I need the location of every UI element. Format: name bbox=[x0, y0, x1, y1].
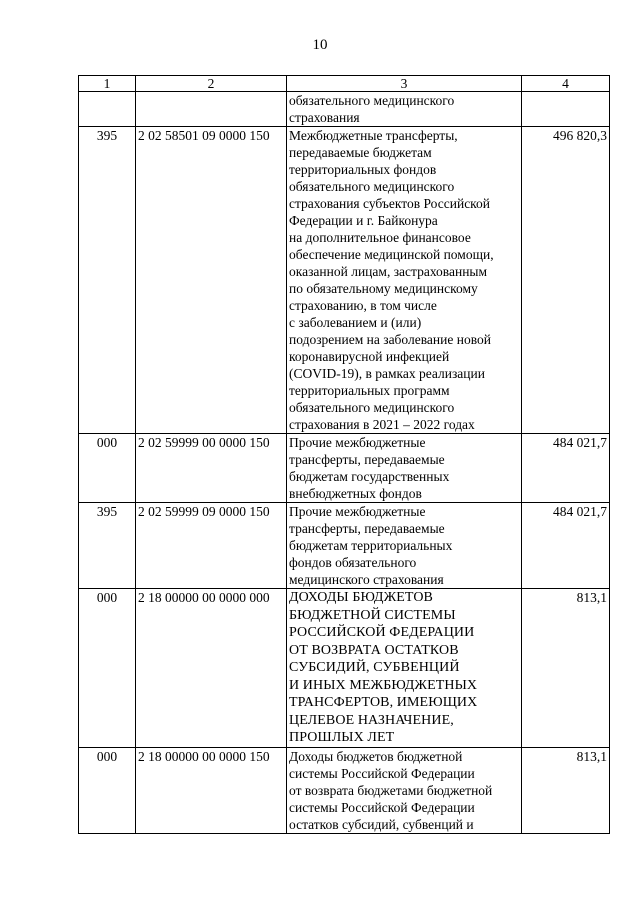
revenue-name-line: территориальных программ bbox=[289, 383, 450, 398]
table-header bbox=[79, 76, 610, 92]
revenue-name-line: страхования bbox=[289, 110, 360, 125]
budget-code-cell: 2 02 59999 00 0000 150 bbox=[136, 434, 287, 503]
table-body bbox=[79, 92, 610, 834]
revenue-name-line: бюджетам территориальных bbox=[289, 538, 453, 553]
budget-revenue-table bbox=[78, 75, 610, 834]
revenue-name-line: подозрением на заболевание новой bbox=[289, 332, 491, 347]
table-row bbox=[79, 747, 610, 833]
header-col-3: 3 bbox=[287, 76, 522, 92]
budget-code-cell: 2 18 00000 00 0000 000 bbox=[136, 589, 287, 748]
table-row bbox=[79, 127, 610, 434]
revenue-name-line: ОТ ВОЗВРАТА ОСТАТКОВ bbox=[289, 642, 459, 658]
revenue-name-line: Федерации и г. Байконура bbox=[289, 213, 438, 228]
revenue-name-cell bbox=[287, 589, 522, 748]
header-col-4: 4 bbox=[522, 76, 610, 92]
revenue-name-line: обязательного медицинского bbox=[289, 93, 455, 108]
admin-code-cell: 000 bbox=[79, 434, 136, 503]
admin-code-cell: 000 bbox=[79, 589, 136, 748]
revenue-name-line: медицинского страхования bbox=[289, 572, 444, 587]
revenue-name-line: передаваемые бюджетам bbox=[289, 145, 432, 160]
revenue-name-line: на дополнительное финансовое bbox=[289, 230, 471, 245]
header-row bbox=[79, 76, 610, 92]
revenue-name-line: с заболеванием и (или) bbox=[289, 315, 422, 330]
revenue-name-line: РОССИЙСКОЙ ФЕДЕРАЦИИ bbox=[289, 625, 475, 640]
revenue-name-line: остатков субсидий, субвенций и bbox=[289, 816, 474, 832]
revenue-name-line: Прочие межбюджетные bbox=[289, 435, 426, 450]
revenue-name-line: трансферты, передаваемые bbox=[289, 521, 445, 536]
revenue-name-line: трансферты, передаваемые bbox=[289, 452, 445, 467]
budget-code-cell: 2 02 58501 09 0000 150 bbox=[136, 127, 287, 434]
revenue-name-line: фондов обязательного bbox=[289, 555, 417, 570]
header-col-1: 1 bbox=[79, 76, 136, 92]
revenue-name-line: Межбюджетные трансферты, bbox=[289, 128, 458, 143]
revenue-name-line: обязательного медицинского bbox=[289, 179, 455, 194]
revenue-name-line: ПРОШЛЫХ ЛЕТ bbox=[289, 730, 395, 745]
revenue-name-line: (COVID-19), в рамках реализации bbox=[289, 366, 485, 381]
revenue-name-line: от возврата бюджетами бюджетной bbox=[289, 782, 493, 798]
revenue-name-line: страхования в 2021 – 2022 годах bbox=[289, 417, 475, 432]
admin-code-cell: 395 bbox=[79, 503, 136, 589]
revenue-name-line: ЦЕЛЕВОЕ НАЗНАЧЕНИЕ, bbox=[289, 712, 454, 728]
revenue-name-line: системы Российской Федерации bbox=[289, 765, 475, 781]
revenue-name-line: оказанной лицам, застрахованным bbox=[289, 264, 488, 279]
table-row bbox=[79, 92, 610, 127]
budget-code-cell: 2 18 00000 00 0000 150 bbox=[136, 747, 287, 833]
budget-code-cell: 2 02 59999 09 0000 150 bbox=[136, 503, 287, 589]
revenue-name-line: БЮДЖЕТНОЙ СИСТЕМЫ bbox=[289, 607, 456, 623]
admin-code-cell: 395 bbox=[79, 127, 136, 434]
revenue-name-line: внебюджетных фондов bbox=[289, 486, 422, 501]
revenue-name-line: Прочие межбюджетные bbox=[289, 504, 426, 519]
admin-code-cell: 000 bbox=[79, 747, 136, 833]
page-number: 10 bbox=[312, 37, 328, 53]
revenue-name-line: бюджетам государственных bbox=[289, 469, 450, 484]
revenue-name-line: СУБСИДИЙ, СУБВЕНЦИЙ bbox=[289, 660, 460, 675]
amount-cell: 496 820,3 bbox=[522, 127, 610, 434]
revenue-name-cell bbox=[287, 127, 522, 434]
revenue-name-cell bbox=[287, 747, 522, 833]
revenue-name-line: территориальных фондов bbox=[289, 162, 437, 177]
admin-code-cell bbox=[79, 92, 136, 127]
table-row bbox=[79, 434, 610, 503]
revenue-name-cell bbox=[287, 434, 522, 503]
amount-cell: 484 021,7 bbox=[522, 434, 610, 503]
revenue-name-line: ТРАНСФЕРТОВ, ИМЕЮЩИХ bbox=[289, 695, 478, 710]
revenue-name-line: коронавирусной инфекцией bbox=[289, 349, 450, 364]
amount-cell: 813,1 bbox=[522, 747, 610, 833]
revenue-name-line: страхования субъектов Российской bbox=[289, 196, 491, 211]
budget-code-cell bbox=[136, 92, 287, 127]
revenue-name-line: обязательного медицинского bbox=[289, 400, 455, 415]
amount-cell: 484 021,7 bbox=[522, 503, 610, 589]
revenue-name-cell bbox=[287, 92, 522, 127]
revenue-name-line: обеспечение медицинской помощи, bbox=[289, 247, 494, 262]
table-row bbox=[79, 589, 610, 748]
revenue-name-line: ДОХОДЫ БЮДЖЕТОВ bbox=[289, 590, 433, 605]
revenue-name-line: системы Российской Федерации bbox=[289, 799, 475, 815]
amount-cell bbox=[522, 92, 610, 127]
table-row bbox=[79, 503, 610, 589]
header-col-2: 2 bbox=[136, 76, 287, 92]
revenue-name-line: по обязательному медицинскому bbox=[289, 281, 478, 296]
revenue-name-cell bbox=[287, 503, 522, 589]
revenue-name-line: страхованию, в том числе bbox=[289, 298, 437, 313]
revenue-name-line: Доходы бюджетов бюджетной bbox=[289, 748, 463, 764]
amount-cell: 813,1 bbox=[522, 589, 610, 748]
revenue-name-line: И ИНЫХ МЕЖБЮДЖЕТНЫХ bbox=[289, 677, 478, 693]
